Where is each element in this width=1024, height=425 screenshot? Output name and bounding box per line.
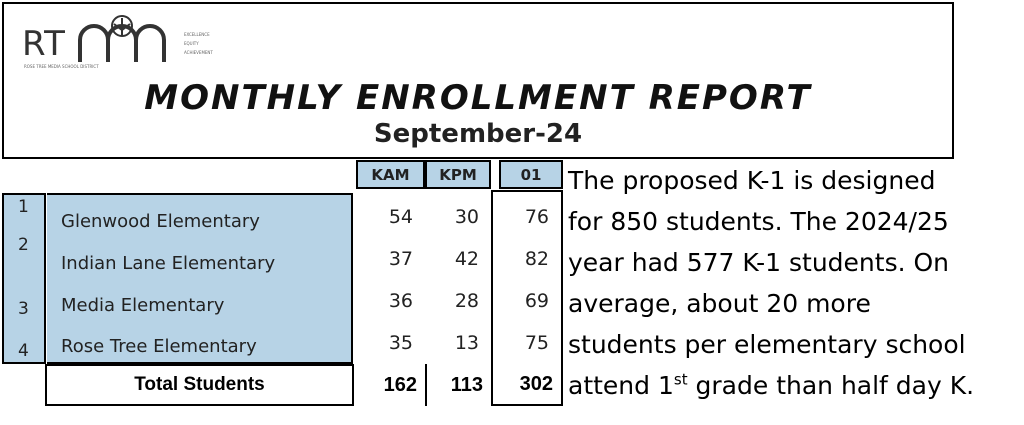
kpm-value: 28 xyxy=(425,280,491,322)
school-name: Media Elementary xyxy=(61,295,225,316)
grade01-value: 76 xyxy=(493,196,561,238)
school-name: Rose Tree Elementary xyxy=(61,336,257,357)
kpm-value: 13 xyxy=(425,322,491,364)
column-header-01: 01 xyxy=(499,160,563,189)
row-index: 3 xyxy=(18,299,29,319)
report-date: September-24 xyxy=(373,119,583,149)
total-grade01: 302 xyxy=(491,364,563,406)
total-kpm: 113 xyxy=(425,364,491,406)
school-names-column xyxy=(47,193,353,364)
report-title: MONTHLY ENROLLMENT REPORT xyxy=(144,78,812,118)
kpm-value: 42 xyxy=(425,238,491,280)
note-line: students per elementary school xyxy=(568,330,966,359)
kam-value: 54 xyxy=(356,196,425,238)
kpm-value: 30 xyxy=(425,196,491,238)
grade01-value: 82 xyxy=(493,238,561,280)
kam-value: 36 xyxy=(356,280,425,322)
logo-tagline: EXCELLENCE EQUITY ACHIEVEMENT xyxy=(184,32,213,55)
note-line: attend 1st grade than half day K. xyxy=(568,370,975,400)
kam-value: 35 xyxy=(356,322,425,364)
note-line: for 850 students. The 2024/25 xyxy=(568,207,949,236)
logo-subtitle: ROSE TREE MEDIA SCHOOL DISTRICT xyxy=(24,64,99,69)
column-header-kam: KAM xyxy=(356,160,425,189)
note-line: The proposed K-1 is designed xyxy=(568,166,936,195)
grade01-value: 69 xyxy=(493,280,561,322)
row-index-column xyxy=(2,193,46,364)
kam-value: 37 xyxy=(356,238,425,280)
note-line: average, about 20 more xyxy=(568,289,871,318)
grade01-value: 75 xyxy=(493,322,561,364)
school-name: Indian Lane Elementary xyxy=(61,253,276,274)
row-index: 4 xyxy=(18,341,29,361)
logo-letters: RT xyxy=(22,24,66,64)
tree-arches-icon xyxy=(76,14,168,66)
enrollment-note xyxy=(568,160,1020,406)
school-name: Glenwood Elementary xyxy=(61,211,260,232)
district-logo xyxy=(22,14,262,70)
total-kam: 162 xyxy=(383,373,417,396)
note-line: year had 577 K-1 students. On xyxy=(568,248,950,277)
report-header xyxy=(2,2,954,159)
row-index: 2 xyxy=(18,235,29,255)
row-index: 1 xyxy=(18,197,29,217)
column-header-kpm: KPM xyxy=(425,160,491,189)
total-students-label: Total Students xyxy=(45,364,354,406)
